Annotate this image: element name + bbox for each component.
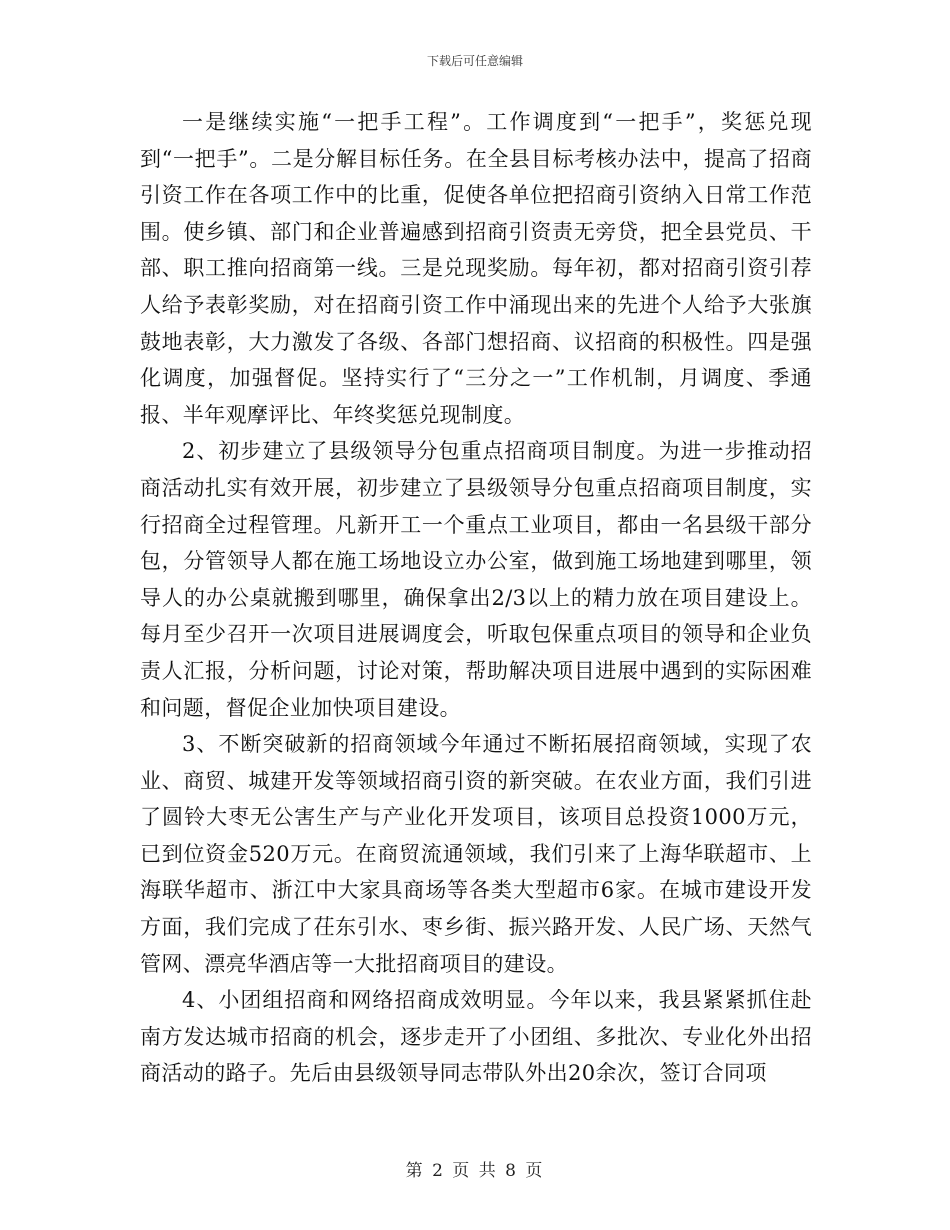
document-body xyxy=(140,104,812,1092)
paragraph-4: 4、小团组招商和网络招商成效明显。今年以来，我县紧紧抓住赴南方发达城市招商的机会，逐步走开了小团组、多批次、专业化外出招商活动的路子。先后由县级领导同志带队外出20余次，签订合同项 xyxy=(140,988,812,1086)
paragraph-3: 3、不断突破新的招商领域今年通过不断拓展招商领域，实现了农业、商贸、城建开发等领域招商引资的新突破。在农业方面，我们引进了圆铃大枣无公害生产与产业化开发项目，该项目总投资1000万元，已到位资金520万元。在商贸流通领域，我们引来了上海华联超市、上海联华超市、浙江中大家具商场等各类大型超市6家。在城市建设开发方面，我们完成了茌东引水、枣乡街、振兴路开发、人民广场、天然气管网、漂亮华酒店等一大批招商项目的建设。 xyxy=(140,732,812,976)
paragraph-2: 2、初步建立了县级领导分包重点招商项目制度。为进一步推动招商活动扎实有效开展，初步建立了县级领导分包重点招商项目制度，实行招商全过程管理。凡新开工一个重点工业项目，都由一名县级干部分包，分管领导人都在施工场地设立办公室，做到施工场地建到哪里，领导人的办公桌就搬到哪里，确保拿出2/3以上的精力放在项目建设上。每月至少召开一次项目进展调度会，听取包保重点项目的领导和企业负责人汇报，分析问题，讨论对策，帮助解决项目进展中遇到的实际困难和问题，督促企业加快项目建设。 xyxy=(140,439,812,720)
page-footer: 第 2 页 共 8 页 xyxy=(405,1161,545,1181)
paragraph-1: 一是继续实施“一把手工程”。工作调度到“一把手”，奖惩兑现到“一把手”。二是分解目标任务。在全县目标考核办法中，提高了招商引资工作在各项工作中的比重，促使各单位把招商引资纳入日常工作范围。使乡镇、部门和企业普遍感到招商引资责无旁贷，把全县党员、干部、职工推向招商第一线。三是兑现奖励。每年初，都对招商引资引荐人给予表彰奖励，对在招商引资工作中涌现出来的先进个人给予大张旗鼓地表彰，大力激发了各级、各部门想招商、议招商的积极性。四是强化调度，加强督促。坚持实行了“三分之一”工作机制，月调度、季通报、半年观摩评比、年终奖惩兑现制度。 xyxy=(140,110,812,427)
page-header: 下载后可任意编辑 xyxy=(426,54,523,68)
